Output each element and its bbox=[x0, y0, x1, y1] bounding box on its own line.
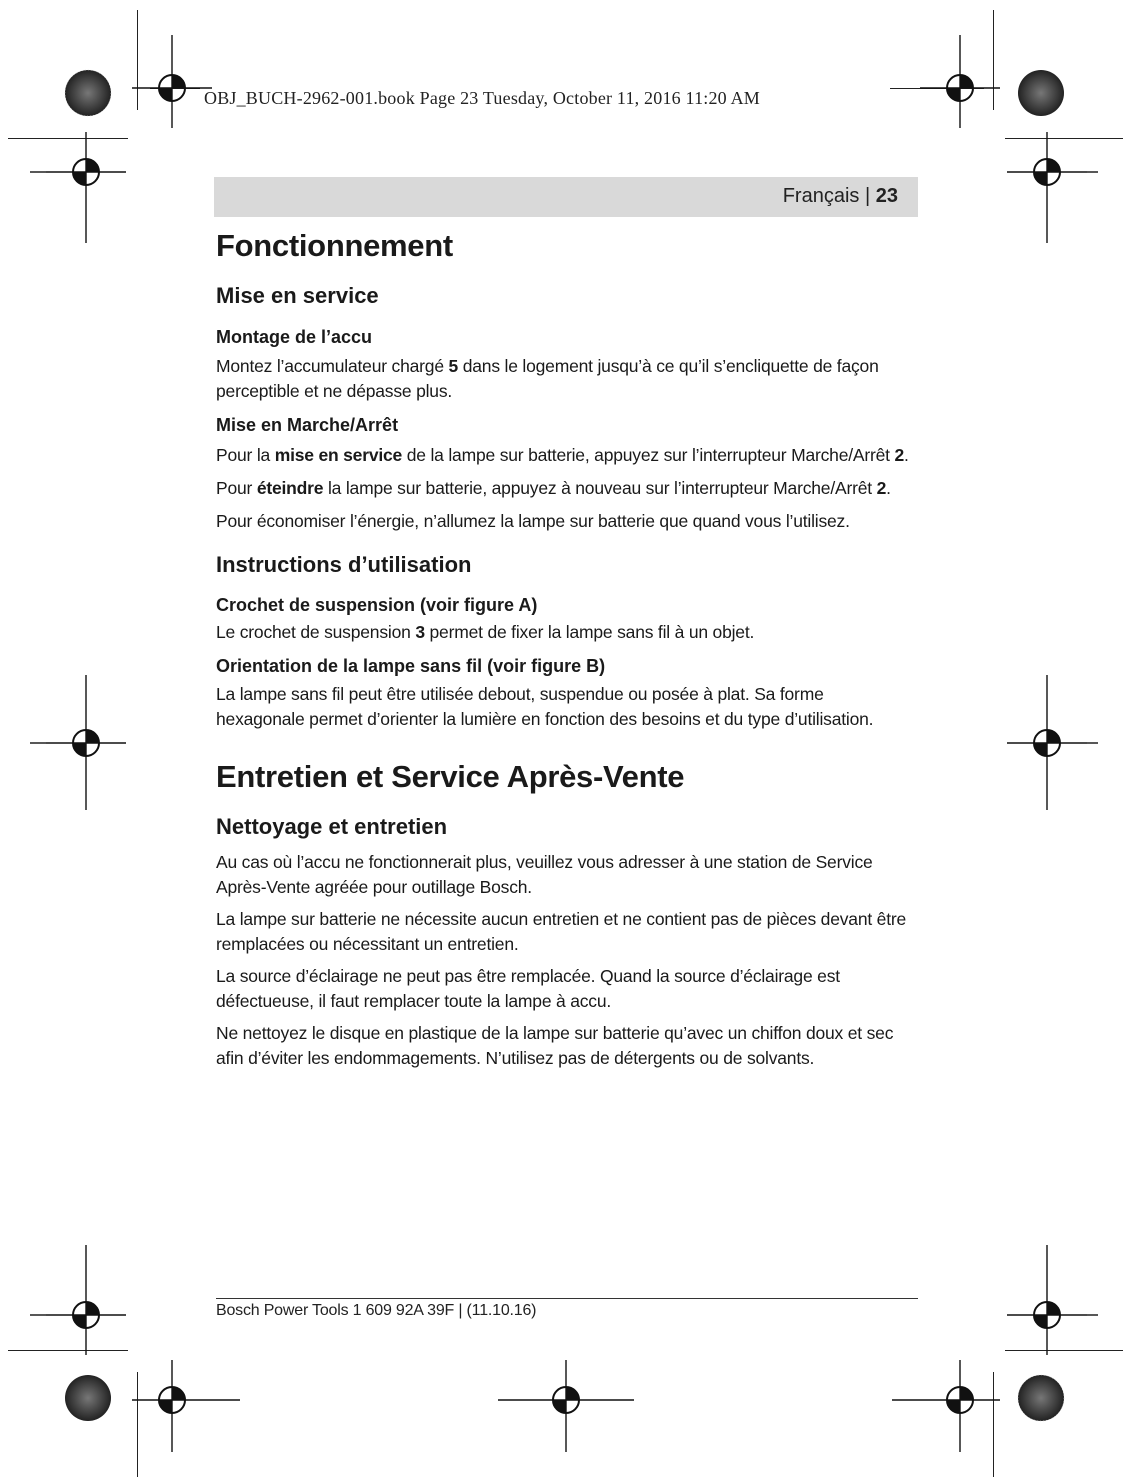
paragraph-nettoyage-3: La source d’éclairage ne peut pas être remplacée. Quand la source d’éclairage est défectueuse, il faut remplacer toute la lampe à accu. bbox=[216, 966, 840, 1011]
text-span: . bbox=[886, 478, 891, 498]
paragraph-montage: Montez l’accumulateur chargé 5 dans le logement jusqu’à ce qu’il s’encliquette de façon perceptible et ne dépasse plus. bbox=[216, 356, 879, 401]
text-span: Le crochet de suspension bbox=[216, 622, 416, 642]
language-label: Français bbox=[782, 185, 860, 207]
running-head-label bbox=[783, 185, 898, 208]
separator: | bbox=[864, 185, 871, 207]
ref-number: 5 bbox=[448, 356, 459, 376]
section-title-fonctionnement: Fonctionnement bbox=[216, 228, 453, 263]
running-head bbox=[214, 177, 918, 217]
section-title-entretien: Entretien et Service Après-Vente bbox=[216, 759, 685, 794]
paragraph-nettoyage-1: Au cas où l’accu ne fonctionnerait plus, veuillez vous adresser à une station de Service Après-Vente agréée pour outillage Bosch. bbox=[216, 852, 873, 897]
paragraph-nettoyage-4: Ne nettoyez le disque en plastique de la lampe sur batterie qu’avec un chiffon doux et sec afin d’éviter les endommagements. N’utilisez pas de détergents ou de solvants. bbox=[216, 1023, 894, 1068]
ref-number: 2 bbox=[876, 478, 887, 498]
paragraph-crochet bbox=[216, 620, 916, 645]
bold-span: mise en service bbox=[274, 445, 403, 465]
page-number: 23 bbox=[875, 185, 898, 207]
heading-montage: Montage de l’accu bbox=[216, 327, 373, 347]
paragraph-mise-en-service bbox=[216, 443, 916, 468]
paragraph-orientation: La lampe sans fil peut être utilisée debout, suspendue ou posée à plat. Sa forme hexagonale permet d’orienter la lumière en fonction des besoins et du type d’utilisation. bbox=[216, 684, 874, 729]
heading-orientation: Orientation de la lampe sans fil (voir figure B) bbox=[216, 656, 606, 676]
footer-rule bbox=[216, 1298, 918, 1299]
subsection-title-instructions: Instructions d’utilisation bbox=[216, 552, 472, 577]
text-span: la lampe sur batterie, appuyez à nouveau sur l’interrupteur Marche/Arrêt bbox=[323, 478, 877, 498]
text-span: Pour bbox=[216, 478, 257, 498]
bold-span: éteindre bbox=[256, 478, 324, 498]
subsection-title-mise-en-service: Mise en service bbox=[216, 283, 379, 308]
text-span: Pour la bbox=[216, 445, 275, 465]
heading-marche-arret: Mise en Marche/Arrêt bbox=[216, 415, 399, 435]
text-span: . bbox=[904, 445, 909, 465]
text-span: permet de fixer la lampe sans fil à un objet. bbox=[424, 622, 755, 642]
text-span: de la lampe sur batterie, appuyez sur l’interrupteur Marche/Arrêt bbox=[402, 445, 895, 465]
paragraph-economiser: Pour économiser l’énergie, n’allumez la lampe sur batterie que quand vous l’utilisez. bbox=[216, 511, 850, 531]
heading-crochet: Crochet de suspension (voir figure A) bbox=[216, 595, 538, 615]
book-header: OBJ_BUCH-2962-001.book Page 23 Tuesday, October 11, 2016 11:20 AM bbox=[204, 88, 760, 108]
ref-number: 3 bbox=[415, 622, 425, 642]
footer-imprint: Bosch Power Tools 1 609 92A 39F | (11.10.16) bbox=[216, 1302, 537, 1319]
paragraph-eteindre bbox=[216, 476, 916, 501]
ref-number: 2 bbox=[894, 445, 905, 465]
paragraph-nettoyage-2: La lampe sur batterie ne nécessite aucun entretien et ne contient pas de pièces devant être remplacées ou nécessitant un entretien. bbox=[216, 909, 907, 954]
subsection-title-nettoyage: Nettoyage et entretien bbox=[216, 814, 448, 839]
main-content bbox=[216, 225, 916, 1071]
